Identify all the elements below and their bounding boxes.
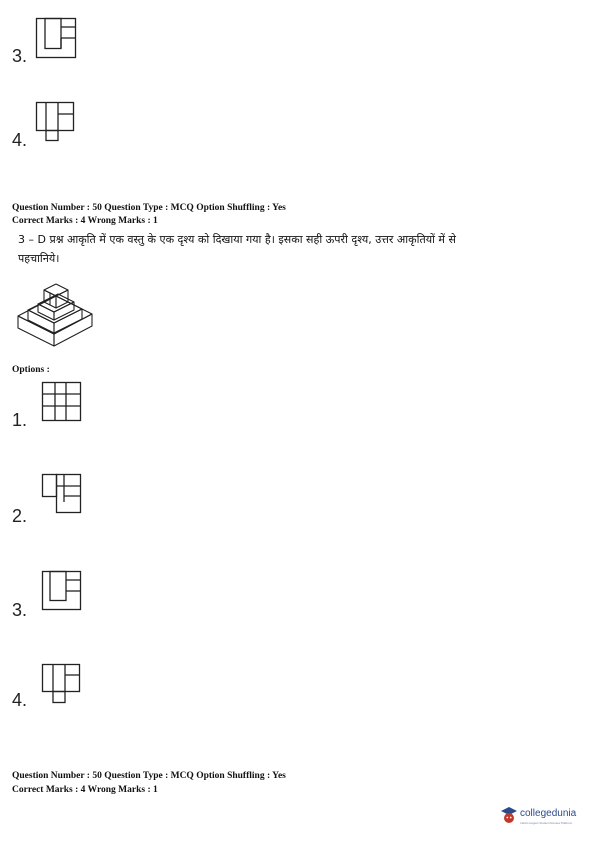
option-1-number: 1. [12, 410, 28, 430]
option-2-number: 2. [12, 506, 28, 526]
prev-option-3-number: 3. [12, 46, 28, 66]
collegedunia-logo [500, 806, 590, 830]
option-2-figure[interactable] [42, 474, 84, 516]
prev-option-4-number: 4. [12, 130, 28, 150]
brand-tagline: India's largest Student Review Platform [520, 821, 573, 825]
question-meta-line2: Correct Marks : 4 Wrong Marks : 1 [12, 216, 158, 226]
question-isometric-figure [16, 276, 96, 356]
prev-option-4-figure [36, 102, 78, 144]
next-question-meta-line1: Question Number : 50 Question Type : MCQ Option Shuffling : Yes [12, 771, 286, 781]
options-label: Options : [12, 365, 50, 375]
question-meta-line1: Question Number : 50 Question Type : MCQ Option Shuffling : Yes [12, 203, 286, 213]
option-4-figure[interactable] [42, 664, 84, 706]
brand-name: collegedunia [520, 808, 577, 819]
option-3-number: 3. [12, 600, 28, 620]
option-3-figure[interactable] [42, 571, 84, 613]
graduate-mascot-icon [500, 806, 518, 826]
option-4-number: 4. [12, 690, 28, 710]
prev-option-3-figure [36, 18, 78, 60]
question-text-line2: पहचानिये। [18, 252, 60, 265]
question-text-line1: 3 – D प्रश्न आकृति में एक वस्तु के एक दृश्य को दिखाया गया है। इसका सही ऊपरी दृश्य, उत्तर आकृतियों में से [18, 233, 456, 246]
option-1-figure[interactable] [42, 382, 84, 424]
next-question-meta-line2: Correct Marks : 4 Wrong Marks : 1 [12, 785, 158, 795]
